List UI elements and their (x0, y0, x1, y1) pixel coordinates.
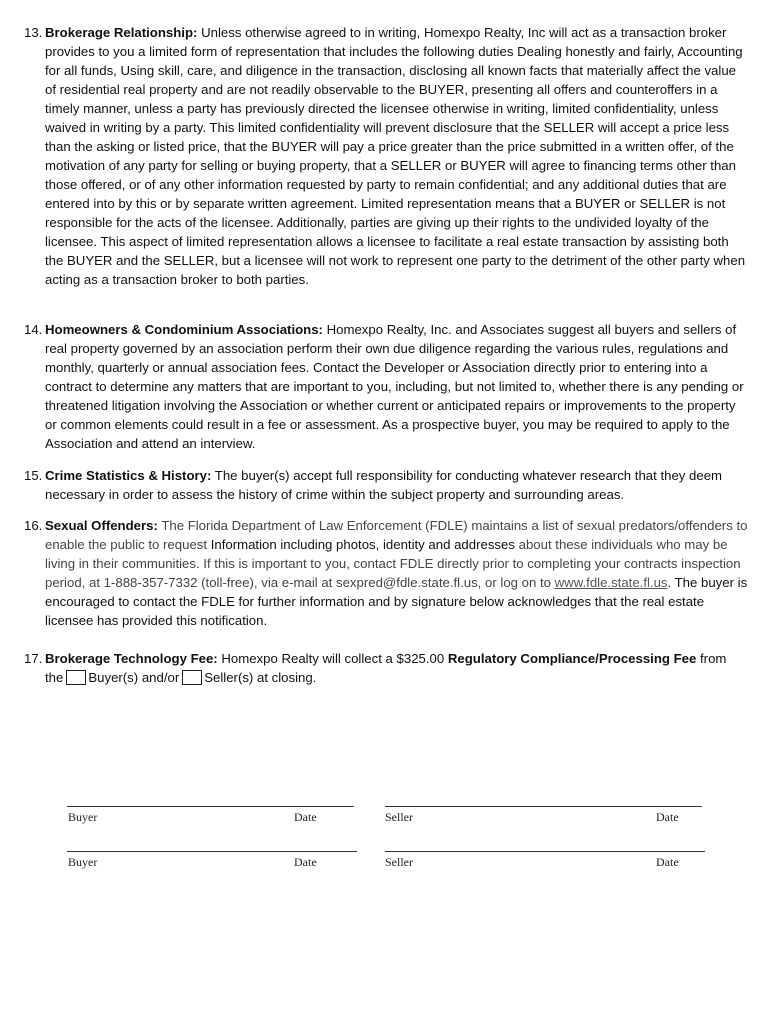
buyer-date-label-2: Date (294, 855, 317, 869)
buyer-option-label: Buyer(s) and/or (88, 670, 180, 685)
seller-label-1: Seller (385, 810, 413, 824)
buyer-signature-line-2[interactable] (67, 851, 357, 852)
clause-heading: Homeowners & Condominium Associations: (45, 322, 323, 337)
clause-text: Unless otherwise agreed to in writing, Homexpo Realty, Inc will act as a transaction broker provides to you a limited form of representation that includes the following duties Dealing honestly and fairly, Accounting for all funds, Using skill, care, and diligence in the transaction, disclosing all known facts that materially affect the value of residential real property and are not readily observable to the BUYER, presenting all offers and counteroffers in a timely manner, unless a party has previously directed the licensee otherwise in writing, limited confidentiality, unless waived in writing by a party. This limited confidentiality will prevent disclosure that the SELLER will accept a price less than the asking or listed price, that the BUYER will pay a price greater than the price submitted in a written offer, of the motivation of any party for selling or buying property, that a SELLER or BUYER will agree to financing terms other than those offered, or of any other information requested by party to remain confidential; and any additional duties that are entered into by this or by separate written agreement. Limited representation means that a BUYER or SELLER is not responsible for the acts of the licensee. Additionally, parties are giving up their rights to the undivided loyalty of the licensee. This aspect of limited representation allows a licensee to facilitate a real estate transaction by assisting both the BUYER and the SELLER, but a licensee will not work to represent one party to the detriment of the other party when acting as a transaction broker to both parties. (45, 25, 746, 287)
buyer-label-2: Buyer (68, 855, 98, 869)
clause-16 (24, 516, 748, 630)
clause-heading: Crime Statistics & History: (45, 468, 212, 483)
seller-signature-line-1[interactable] (385, 806, 702, 807)
buyer-checkbox[interactable] (66, 670, 86, 685)
seller-option-label: Seller(s) at closing. (204, 670, 317, 685)
seller-date-label-1: Date (656, 810, 679, 824)
clause-number: 13. (24, 25, 43, 40)
seller-date-label-2: Date (656, 855, 679, 869)
clause-13 (24, 23, 748, 289)
clause-heading: Sexual Offenders: (45, 518, 158, 533)
seller-label-2: Seller (385, 855, 413, 869)
clause-heading: Brokerage Technology Fee: (45, 651, 218, 666)
seller-checkbox[interactable] (182, 670, 202, 685)
clause-14 (24, 320, 748, 453)
clause-text: about these individuals who may be living in their communities. If this is important to you, contact FDLE directly prior to completing your contracts inspection period, at 1-888-357-7332 (toll-free), via e-mail at sexpred@fdle.state.fl.us, or log on to (45, 537, 741, 590)
clause-number: 17. (24, 651, 43, 666)
clause-number: 15. (24, 468, 43, 483)
buyer-label-1: Buyer (68, 810, 98, 824)
buyer-signature-line-1[interactable] (67, 806, 354, 807)
clause-number: 16. (24, 518, 43, 533)
buyer-date-label-1: Date (294, 810, 317, 824)
clause-heading: Brokerage Relationship: (45, 25, 198, 40)
clause-17 (24, 649, 748, 687)
clause-number: 14. (24, 322, 43, 337)
clause-text-emphasis: Information including photos, identity and addresses (210, 537, 515, 552)
clause-text: The buyer(s) accept full responsibility for conducting whatever research that they deem necessary in order to assess the history of crime within the subject property and surrounding areas. (45, 468, 723, 502)
clause-text: Homexpo Realty, Inc. and Associates suggest all buyers and sellers of real property governed by an association perform their own due diligence regarding the various rules, regulations and monthly, quarterly or annual association fees. Contact the Developer or Association directly prior to entering into a contract to determine any matters that are important to you, including, but not limited to, whether there is any pending or threatened litigation involving the Association or whether current or anticipated repairs or improvements to the property or common elements could result in a fee or assessment. As a prospective buyer, you may be required to apply to the Association and attend an interview. (45, 322, 744, 451)
clause-text: . The buyer is encouraged to contact the FDLE for further information and by signature below acknowledges that the real estate licensee has provided this notification. (45, 575, 748, 628)
clause-text: The Florida Department of Law Enforcement (FDLE) maintains a list of sexual predators/offenders to enable the public to request (45, 518, 748, 552)
seller-signature-line-2[interactable] (385, 851, 705, 852)
clause-15 (24, 466, 748, 504)
clause-text: from the (45, 651, 727, 685)
fdle-website-link[interactable]: www.fdle.state.fl.us (554, 575, 668, 590)
fee-label: Regulatory Compliance/Processing Fee (447, 651, 697, 666)
clause-text: Homexpo Realty will collect a $325.00 (221, 651, 445, 666)
